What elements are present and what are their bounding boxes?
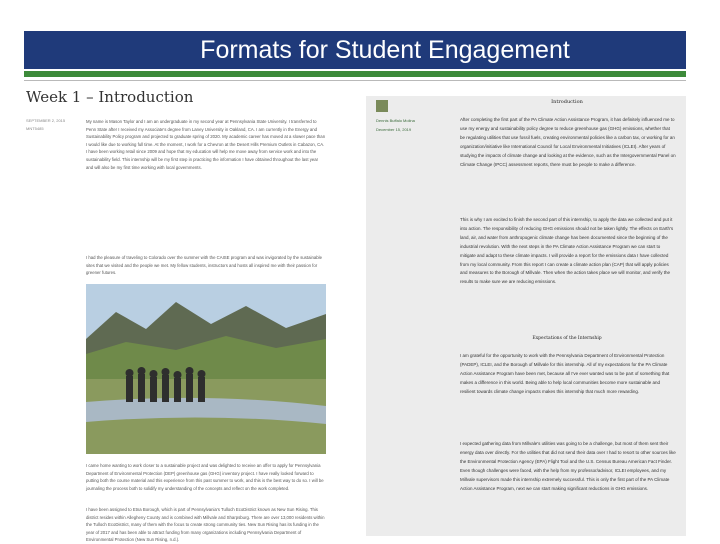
blog-post-screenshot: [24, 86, 336, 543]
blog-date: SEPTEMBER 2, 2015: [26, 118, 66, 123]
blog-paragraph: My name is Mason Taylor and I am an undergraduate in my second year at Pennsylvania State University. I transferred to Penn State after I received my Associate's degree from Laney University in Oakland, CA. I am currently in the Energy and Sustainability Policy program and projected to graduate spring of 2020. My academic career has moved at a slower pace than I would like due to working full time. At the moment, I work for a Chevron at the Desert Hills Premium Outlets in Cabazon, CA. I have been working retail since 2009 and hope that my education will help me move away from service work and into the sustainability field. This internship will be my first step in practicing the information I have obtained throughout the last year and will also be my first time working with local governments.: [86, 119, 326, 170]
doc-paragraph: I am grateful for the opportunity to work with the Pennsylvania Department of Environmental Protection (PADEP), ICLEI, and the Borough of Millvale for this internship. All of my expectations for the PA Climate Action Assistance Program have been met, because all I've ever wanted was to be part of something that makes a difference in this world. Being able to help local communities become more sustainable and resilient towards climate change impacts makes this internship that much more rewarding.: [460, 353, 670, 394]
doc-subheading: Expectations of the Internship: [532, 336, 602, 341]
doc-paragraph: I expected gathering data from Millvale's utilities was going to be a challenge, but most of them sent their energy data over directly. For the utilities that did not send their data over I had to resort to other sources like the Environmental Protection Agency (EPA) Flight Tool and the U.S. Census Bureau American Fact Finder. Even though challenges were faced, with the help from my professor/advisor, ICLEI employees, and my Millvale supervisors made this internship extremely successful. This is only the first part of the PA Climate Action Assistance Program, next we can start making significant reductions in GHG emissions.: [460, 441, 676, 491]
doc-paragraph: This is why I am excited to finish the second part of this internship, to apply the data we collected and put it into action. The responsibility of reducing GHG emissions should not be taken lightly. The effects on Earth's land, air, and water from anthropogenic climate change has been documented since the beginning of the industrial revolution. With the next steps in the PA Climate Action Assistance Program we can start to mitigate and adapt to these climate impacts. I will provide a report for the emissions data I have collected from my local community. From this report I can create a climate action plan (CAP) that will apply policies and measures to the Borough of Millvale. Then when the action takes place we will monitor, and verify the results to make sure we are reducing emissions.: [460, 217, 674, 285]
blog-paragraph: I came home wanting to work closer to a sustainable project and was delighted to receive an offer to apply for Pennsylvania Department of Environmental Protection (DEP) greenhouse gas (GHG) inventory project. I have really looked forward to putting both the course material and this experience from this past summer to work, and this is the best way to do so. I will be journaling the process both to solidify my understanding of the concepts and reflect on the work completed.: [86, 463, 324, 491]
divider: [24, 80, 686, 81]
doc-paragraph: After completing the first part of the PA Climate Action Assistance Program, it has definitely influenced me to use my energy and sustainability policy degree to reduce greenhouse gas (GHG) emissions, whether that be regulating utilities that use fossil fuels, creating environmental policies like a carbon tax, or working for an organization/initiative like International Council for Local Environmental Initiatives (ICLEI). After years of studying the impacts of climate change and looking at the evidence, such as the Intergovernmental Panel on Climate Change (IPCC) assessment reports, there must be people to make a difference.: [460, 117, 676, 167]
blog-author: MNT5485: [26, 126, 44, 131]
slide-title-bar: [24, 31, 686, 69]
slide-title: Formats for Student Engagement: [200, 36, 570, 64]
doc-date: December 15, 2019: [376, 127, 412, 132]
group-photo: [86, 284, 326, 454]
blog-paragraph: I have been assigned to Etna Borough, which is part of Pennsylvania's Tulloch EcoDistrict known as New Sun Rising. This district resides within Allegheny County and is combined with Millvale and Sharpsburg. There are over 13,000 residents within the Tulloch EcoDistrict, many of them with the focus to create strong community ties. New Sun Rising has its funding in the year of 2017 and has been able to attract funding from many organizations including Pennsylvania Department of Environmental Protection (New Sun Rising, n.d.).: [86, 507, 325, 543]
document-screenshot: [366, 96, 686, 536]
blog-paragraph: I had the pleasure of traveling to Colorado over the summer with the CAISE program and was invigorated by the sustainable sites that we visited and the people we met. My fellow students, instructors and hosts all inspired me with their passion for greener futures.: [86, 255, 322, 276]
blog-title: Week 1 – Introduction: [26, 88, 194, 106]
accent-stripe: [24, 71, 686, 77]
avatar: [376, 100, 388, 112]
doc-author: Dennis Buffalo Molina: [376, 118, 415, 123]
doc-heading: Introduction: [551, 99, 583, 105]
